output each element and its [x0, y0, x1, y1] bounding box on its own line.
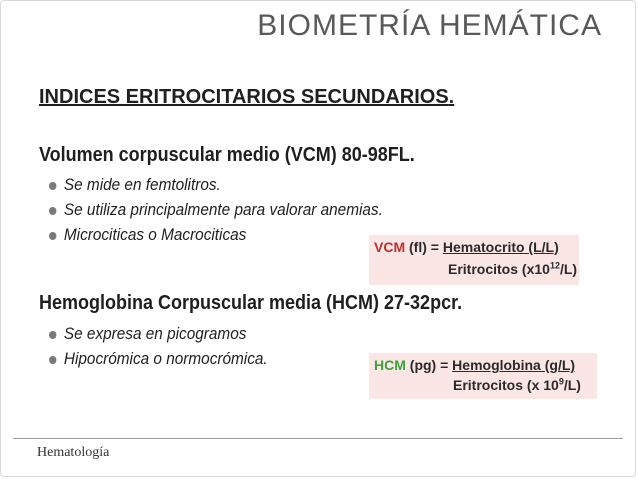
footer-text: Hematología: [37, 445, 110, 460]
vcm-denominator-exponent: 12: [549, 260, 560, 271]
bullet-item: Se expresa en picogramos: [49, 322, 268, 347]
heading-period: .: [448, 86, 455, 108]
vcm-denominator-text: Eritrocitos (x10: [448, 261, 550, 277]
hcm-title: Hemoglobina Corpuscular media (HCM) 27-32pcr.: [39, 292, 463, 314]
vcm-denominator-unit: /L): [559, 261, 578, 277]
bullet-item: Se mide en femtolitros.: [49, 173, 383, 198]
bullet-item: Se utiliza principalmente para valorar anemias.: [49, 198, 383, 223]
hcm-denominator-unit: /L): [563, 377, 581, 393]
hcm-formula-denominator: [453, 377, 581, 393]
vcm-formula-label: VCM: [374, 239, 406, 255]
vcm-formula-unit: (fl) =: [405, 239, 443, 255]
hcm-formula-label: HCM: [374, 357, 406, 373]
vcm-formula-denominator: [448, 261, 577, 277]
vcm-bullet-list: [49, 173, 408, 248]
vcm-formula-numerator: Hematocrito (L/L): [442, 239, 559, 255]
vcm-formula: [369, 235, 579, 285]
footer-divider: [13, 438, 623, 439]
bullet-item: Hipocrómica o normocrómica.: [49, 347, 268, 372]
bullet-item: Microciticas o Macrociticas: [49, 223, 383, 248]
vcm-title: Volumen corpuscular medio (VCM) 80-98FL.: [39, 144, 415, 166]
hcm-formula: [369, 353, 597, 399]
hcm-formula-numerator-line: [374, 357, 575, 373]
hcm-formula-unit: (pg) =: [405, 357, 453, 373]
hcm-denominator-text: Eritrocitos (x 10: [453, 377, 559, 393]
slide-title: BIOMETRÍA HEMÁTICA: [257, 9, 602, 42]
hcm-formula-numerator: Hemoglobina (g/L): [452, 357, 576, 373]
hcm-bullet-list: [49, 322, 284, 372]
vcm-formula-numerator-line: [374, 239, 559, 255]
hcm-denominator-exponent: 9: [558, 376, 564, 387]
section-heading-text: INDICES ERITROCITARIOS SECUNDARIOS: [39, 86, 449, 108]
section-heading: [39, 86, 454, 109]
